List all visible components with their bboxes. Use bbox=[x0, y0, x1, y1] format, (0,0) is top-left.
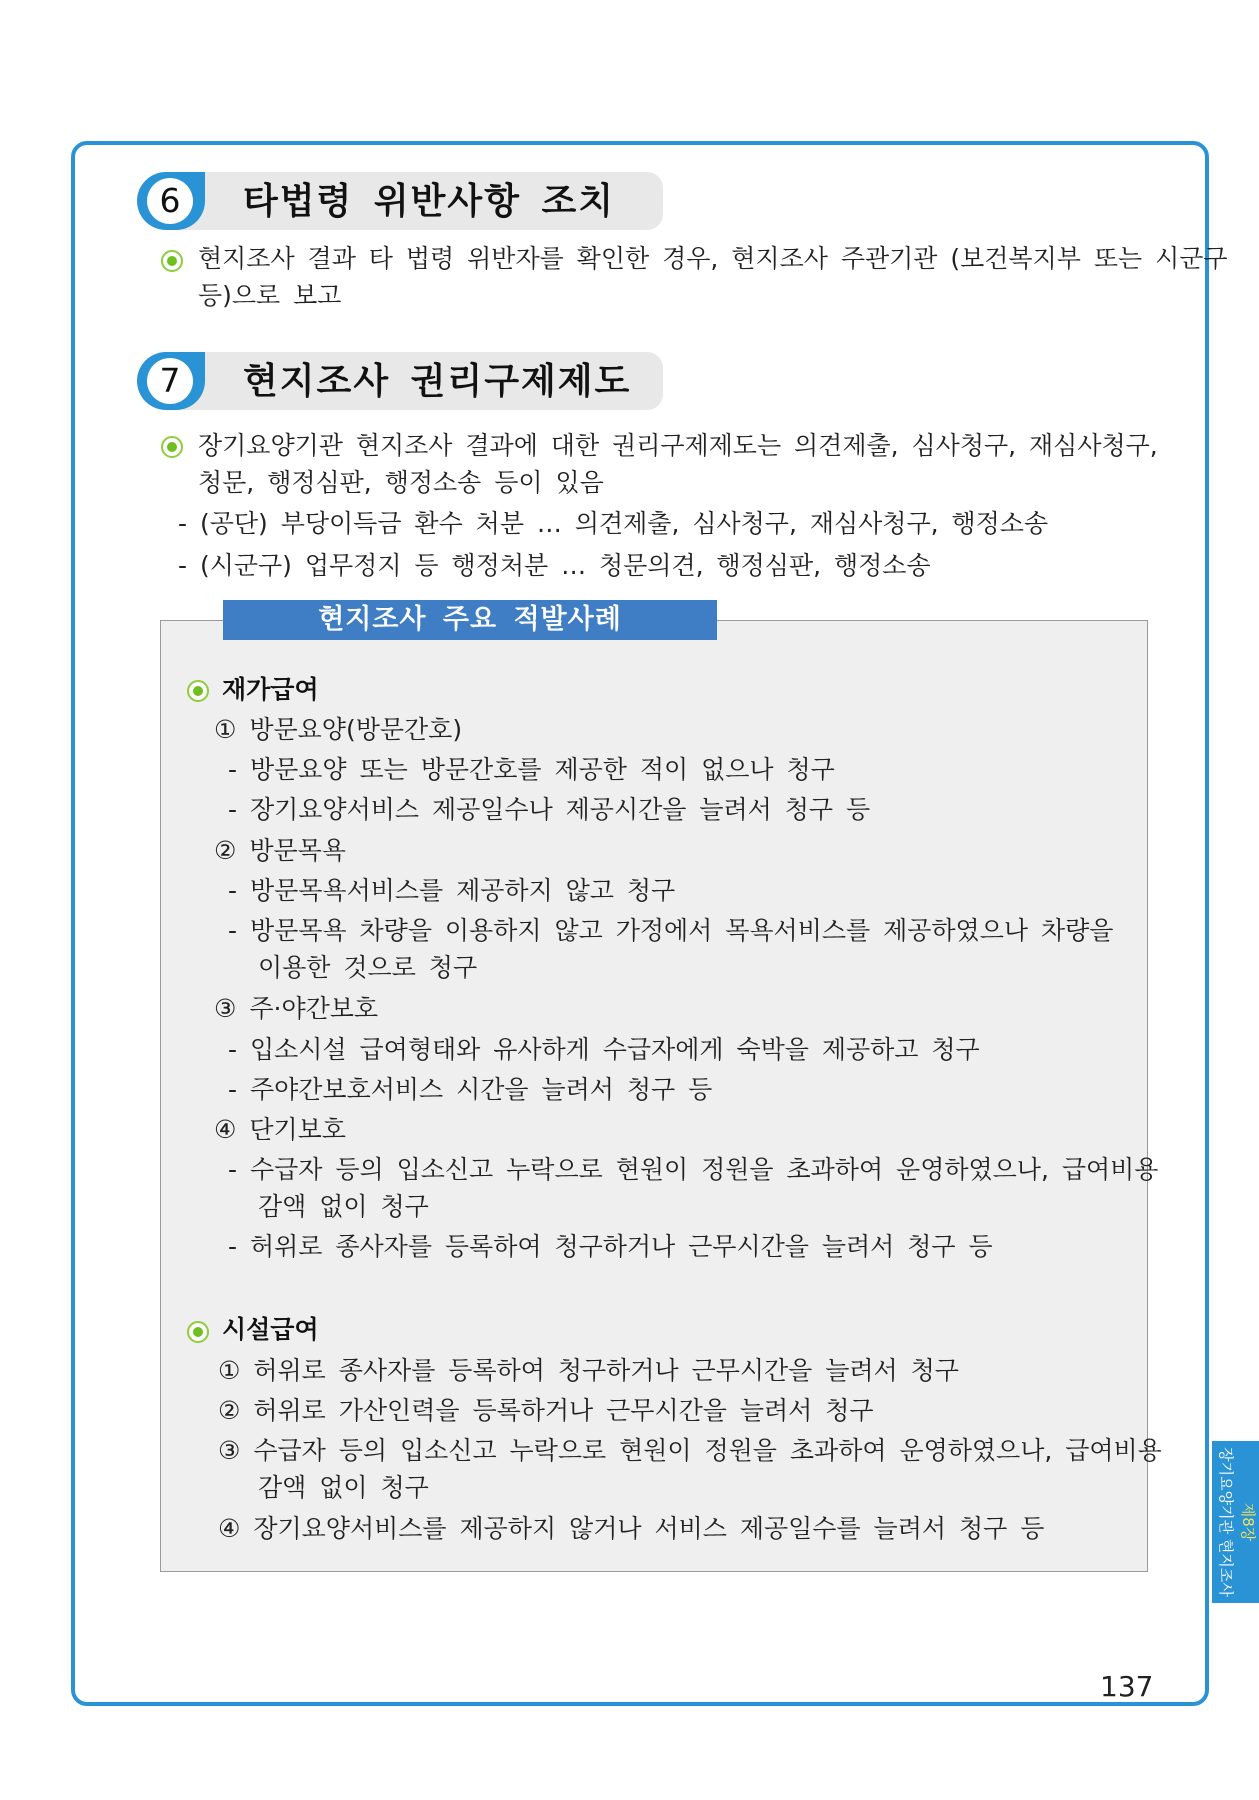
section-7-header bbox=[137, 352, 663, 410]
green-bullet-icon bbox=[187, 1321, 209, 1343]
numbered-item: ① 허위로 종사자를 등록하여 청구하거나 근무시간을 늘려서 청구 bbox=[218, 1356, 959, 1385]
section-6-header bbox=[137, 172, 663, 230]
section-number: 7 bbox=[147, 358, 193, 404]
case-box-title: 현지조사 주요 적발사례 bbox=[223, 600, 717, 640]
green-bullet-icon bbox=[161, 250, 183, 272]
category-heading: 시설급여 bbox=[222, 1315, 319, 1344]
numbered-item: ② 허위로 가산인력을 등록하거나 근무시간을 늘려서 청구 bbox=[218, 1396, 874, 1425]
dash-item-continued: 이용한 것으로 청구 bbox=[258, 953, 478, 982]
numbered-item: ④ 장기요양서비스를 제공하지 않거나 서비스 제공일수를 늘려서 청구 등 bbox=[218, 1514, 1045, 1543]
section-number-badge bbox=[137, 172, 205, 230]
green-bullet-icon bbox=[161, 436, 183, 458]
green-bullet-icon bbox=[187, 680, 209, 702]
chapter-side-tab bbox=[1212, 1441, 1259, 1603]
dash-item: - 방문목욕 차량을 이용하지 않고 가정에서 목욕서비스를 제공하였으나 차량을 bbox=[228, 916, 1114, 945]
dash-item-continued: 감액 없이 청구 bbox=[258, 1192, 429, 1221]
paragraph-line: 현지조사 결과 타 법령 위반자를 확인한 경우, 현지조사 주관기관 (보건복지부 또는 시군구 bbox=[198, 244, 1228, 273]
dash-item: - 주야간보호서비스 시간을 늘려서 청구 등 bbox=[228, 1075, 713, 1104]
numbered-item: ④ 단기보호 bbox=[214, 1115, 346, 1144]
section-title: 타법령 위반사항 조치 bbox=[243, 181, 616, 222]
dash-item: - (공단) 부당이득금 환수 처분 … 의견제출, 심사청구, 재심사청구, 행정소송 bbox=[178, 509, 1049, 538]
paragraph-line: 장기요양기관 현지조사 결과에 대한 권리구제제도는 의견제출, 심사청구, 재심사청구, bbox=[198, 431, 1158, 460]
page-number: 137 bbox=[1100, 1670, 1154, 1703]
dash-item: - 방문목욕서비스를 제공하지 않고 청구 bbox=[228, 876, 676, 905]
section-number: 6 bbox=[147, 178, 193, 224]
dash-item: - 방문요양 또는 방문간호를 제공한 적이 없으나 청구 bbox=[228, 755, 835, 784]
chapter-label: 장기요양기관 현지조사 bbox=[1217, 1447, 1235, 1597]
paragraph-line: 등)으로 보고 bbox=[198, 281, 342, 310]
chapter-number: 제8장 bbox=[1239, 1502, 1257, 1542]
numbered-item: ① 방문요양(방문간호) bbox=[214, 715, 463, 744]
dash-item: - 수급자 등의 입소신고 누락으로 현원이 정원을 초과하여 운영하였으나, 급여비용 bbox=[228, 1155, 1159, 1184]
category-heading: 재가급여 bbox=[222, 675, 319, 704]
dash-item: - 장기요양서비스 제공일수나 제공시간을 늘려서 청구 등 bbox=[228, 795, 871, 824]
dash-item: - (시군구) 업무정지 등 행정처분 … 청문의견, 행정심판, 행정소송 bbox=[178, 551, 931, 580]
numbered-item-continued: 감액 없이 청구 bbox=[258, 1473, 429, 1502]
dash-item: - 입소시설 급여형태와 유사하게 수급자에게 숙박을 제공하고 청구 bbox=[228, 1035, 980, 1064]
section-title: 현지조사 권리구제제도 bbox=[243, 361, 632, 402]
paragraph-line: 청문, 행정심판, 행정소송 등이 있음 bbox=[198, 468, 604, 497]
chapter-tab-text bbox=[1212, 1441, 1259, 1603]
numbered-item: ③ 주·야간보호 bbox=[214, 994, 379, 1023]
numbered-item: ② 방문목욕 bbox=[214, 836, 346, 865]
section-number-badge bbox=[137, 352, 205, 410]
numbered-item: ③ 수급자 등의 입소신고 누락으로 현원이 정원을 초과하여 운영하였으나, 급여비용 bbox=[218, 1436, 1162, 1465]
dash-item: - 허위로 종사자를 등록하여 청구하거나 근무시간을 늘려서 청구 등 bbox=[228, 1232, 993, 1261]
